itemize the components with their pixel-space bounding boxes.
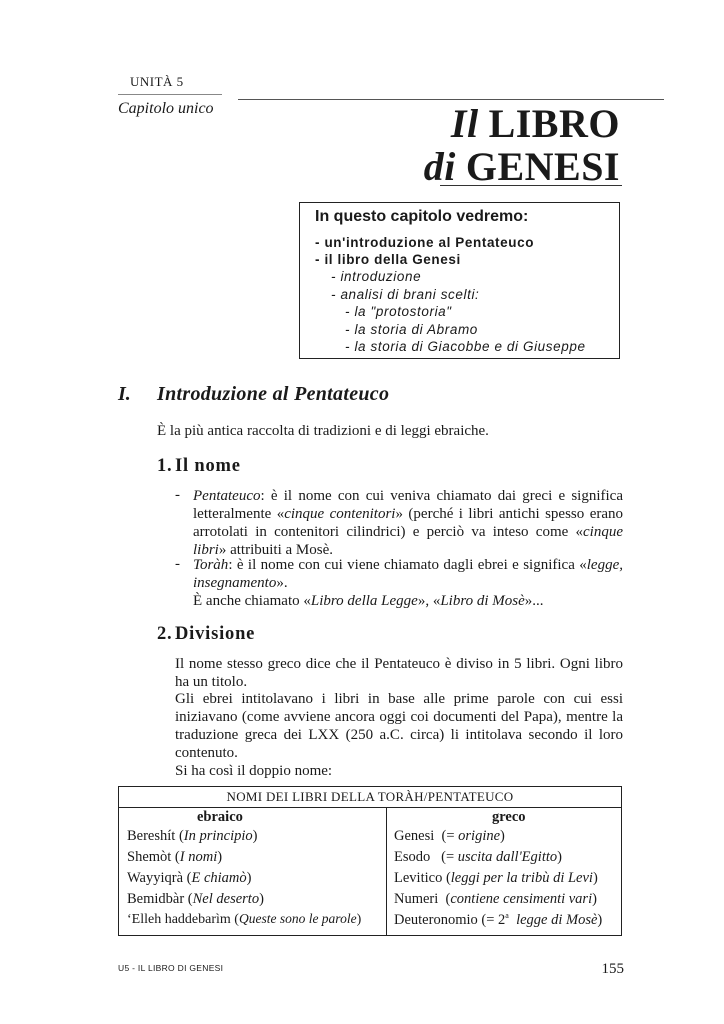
column-header-hebrew: ebraico — [197, 809, 243, 825]
paragraph-division-3: Si ha così il doppio nome: — [175, 763, 333, 779]
hebrew-name-cell: Bemidbàr (Nel deserto) — [127, 891, 264, 907]
greek-name-cell: Levitico (leggi per la tribù di Levi) — [394, 870, 598, 886]
running-footer: U5 - IL LIBRO DI GENESI — [118, 963, 224, 973]
section-title: Introduzione al Pentateuco — [157, 383, 390, 405]
text: : è il nome con cui viene chiamato dagli ebrei e significa « — [228, 557, 587, 573]
term: legge, insegnamento — [193, 557, 623, 591]
summary-item: - la storia di Abramo — [345, 322, 478, 337]
title-italic-word: di — [423, 144, 456, 189]
chapter-summary-box — [299, 202, 620, 359]
hebrew-name-cell: Shemòt (I nomi) — [127, 849, 223, 865]
title-underline — [440, 185, 622, 186]
term: cinque libri — [193, 524, 623, 558]
paragraph-division-2: Gli ebrei intitolavano i libri in base alle prime parole con cui essi iniziavano (come avviene ancora oggi coi documenti del Papa), mentre la traduzione greca dei LXX (250 a.C. circa) li intitolava secondo il loro contenuto. — [175, 691, 623, 761]
bullet-dash: - — [175, 556, 180, 572]
paragraph-torah — [193, 556, 623, 592]
text: », « — [417, 593, 441, 609]
hebrew-name-cell: ‘Elleh haddebarìm (Queste sono le parole) — [127, 911, 362, 927]
chapter-title-line-2 — [424, 143, 620, 190]
summary-item: - il libro della Genesi — [315, 252, 461, 267]
table-column-divider — [386, 807, 387, 935]
title-italic-word: Il — [450, 101, 479, 146]
unit-label: UNITÀ 5 — [130, 74, 184, 89]
chapter-label: Capitolo unico — [118, 100, 214, 117]
section-number: I. — [118, 383, 131, 405]
text: ». — [276, 575, 288, 591]
paragraph-other-names — [193, 592, 623, 610]
term: Libro di Mosè — [440, 593, 525, 609]
hebrew-name-cell: Wayyiqrà (E chiamò) — [127, 870, 252, 886]
paragraph-pentateuco — [193, 487, 623, 559]
term: cinque contenitori — [284, 506, 396, 522]
unit-rule — [118, 94, 222, 95]
term: Toràh — [193, 557, 229, 573]
greek-name-cell: Deuteronomio (= $2^a$ legge di Mosè) — [394, 911, 603, 928]
subsection-title: Divisione — [175, 624, 256, 644]
term: Pentateuco — [193, 488, 261, 504]
section-intro: È la più antica raccolta di tradizioni e di leggi ebraiche. — [157, 423, 489, 439]
text: » (perché i libri antichi spesso erano arrotolati in contenitori cilindrici) e perciò va inteso come « — [193, 506, 624, 540]
paragraph-division-1: Il nome stesso greco dice che il Pentateuco è diviso in 5 libri. Ogni libro ha un titolo. — [175, 656, 623, 690]
summary-item: - la "protostoria" — [345, 304, 452, 319]
summary-heading: In questo capitolo vedremo: — [315, 208, 529, 225]
table-header: NOMI DEI LIBRI DELLA TORÀH/PENTATEUCO — [119, 787, 621, 808]
summary-item: - un'introduzione al Pentateuco — [315, 235, 535, 250]
summary-item: - introduzione — [331, 269, 422, 284]
text: È anche chiamato « — [193, 593, 311, 609]
greek-name-cell: Esodo (= uscita dall'Egitto) — [394, 849, 562, 865]
summary-item: - analisi di brani scelti: — [331, 287, 480, 302]
greek-name-cell: Genesi (= origine) — [394, 828, 505, 844]
hebrew-name-cell: Bereshít (In principio) — [127, 828, 258, 844]
greek-name-cell: Numeri (contiene censimenti vari) — [394, 891, 597, 907]
text: »... — [524, 593, 544, 609]
title-word: GENESI — [465, 144, 620, 189]
page-number: 155 — [601, 961, 624, 977]
text: : è il nome con cui veniva chiamato dai greci e significa letteralmente « — [193, 488, 623, 522]
chapter-title-line-1 — [451, 100, 620, 147]
column-header-greek: greco — [492, 809, 526, 825]
book-names-table — [118, 786, 622, 936]
text: » attribuiti a Mosè. — [218, 542, 333, 558]
summary-item: - la storia di Giacobbe e di Giuseppe — [345, 339, 586, 354]
subsection-number: 2. — [157, 624, 173, 644]
bullet-dash: - — [175, 487, 180, 503]
title-word: LIBRO — [488, 101, 620, 146]
subsection-title: Il nome — [175, 456, 241, 476]
subsection-number: 1. — [157, 456, 173, 476]
term: Libro della Legge — [310, 593, 418, 609]
